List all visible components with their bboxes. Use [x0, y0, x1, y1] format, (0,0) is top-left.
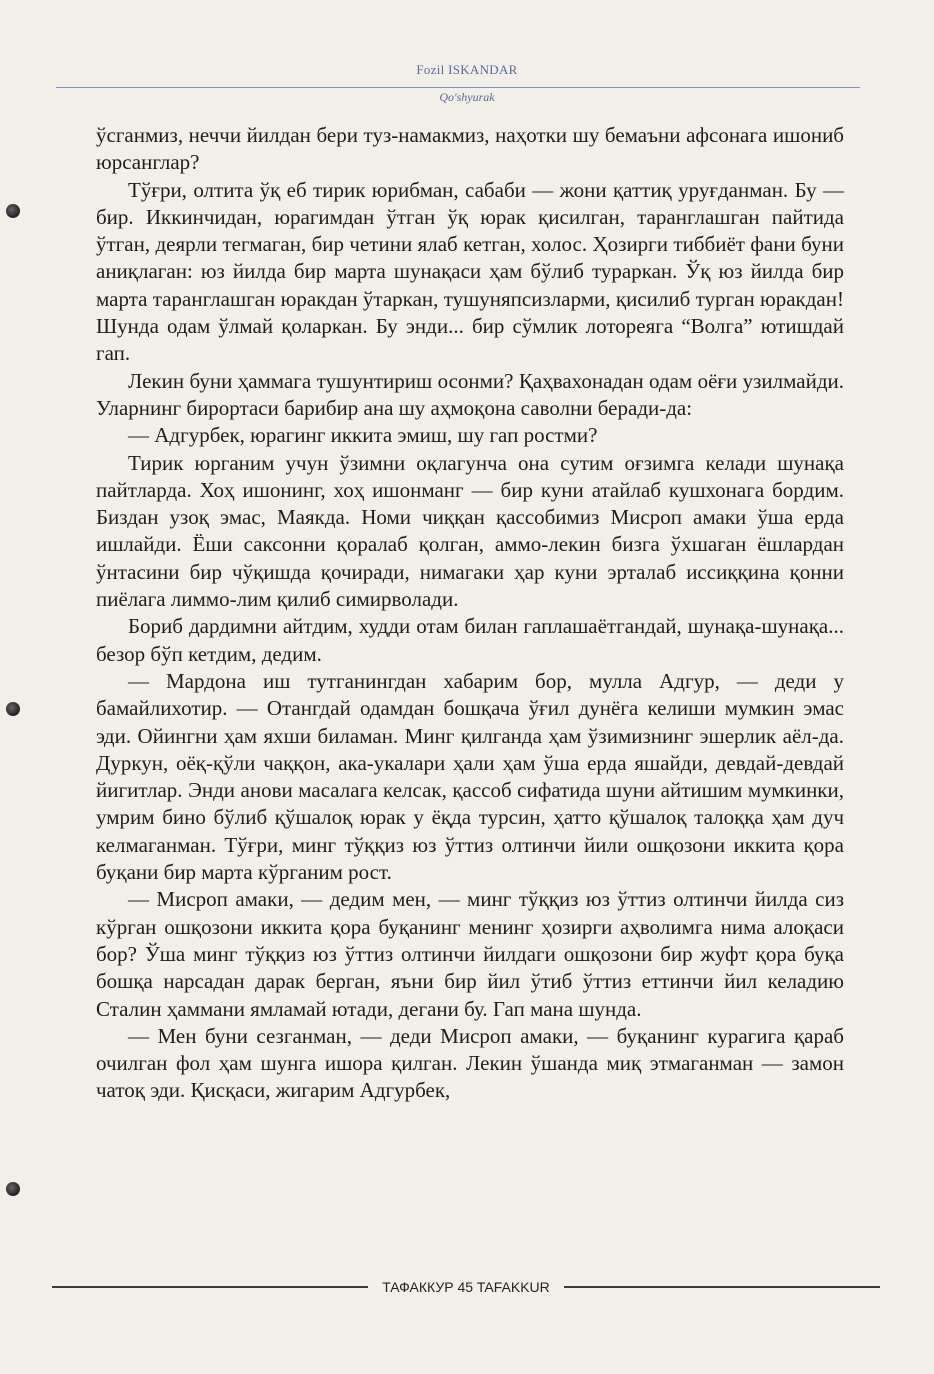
binding-hole-icon [6, 702, 20, 716]
footer-rule-left [52, 1286, 368, 1288]
paragraph: — Мисроп амаки, — дедим мен, — минг тўққиз юз ўттиз олтинчи йилда сиз кўрган ошқозони иккита қора буқанинг менинг ҳозирги аҳволимга нима алоқаси бор? Ўша минг тўққиз юз ўттиз олтинчи йилдаги ошқозони бир жуфт қора буқа бошқа нарсадан дарак берган, яъни бир йил ўтиб ўттиз еттинчи йил келадию Сталин ҳаммани ямламай ютади, дегани бу. Гап мана шунда. [96, 887, 844, 1021]
paragraph: Тирик юрганим учун ўзимни оқлагунча она сутим оғзимга келади шунақа пайтларда. Хоҳ ишонинг, хоҳ ишонманг — бир куни атайлаб кушхонага бордим. Биздан узоқ эмас, Маякда. Номи чиққан қассобимиз Мисроп амаки ўша ерда ишлайди. Ёши саксонни қоралаб қолган, аммо-лекин бизга ўхшаган ёшлардан ўнтасини бир чўқишда қочиради, нимагаки ҳар куни эрталаб иссиққина қонни пиёлага лиммо-лим қилиб симирволади. [96, 450, 844, 612]
body-text [96, 122, 844, 1105]
header-divider [56, 87, 860, 88]
running-header [0, 62, 934, 104]
paragraph: Лекин буни ҳаммага тушунтириш осонми? Қаҳвахонадан одам оёғи узилмайди. Уларнинг бирортаси барибир ана шу аҳмоқона саволни беради-да: [96, 368, 844, 420]
paragraph: Тўғри, олтита ўқ еб тирик юрибман, сабаби — жони қаттиқ уруғданман. Бу — бир. Иккинчидан, юрагимдан ўтган ўқ юрак қисилган, таранглашган пайтида ўтган, деярли тегмаган, бир четини ялаб кетган, холос. Ҳозирги тиббиёт фани буни аниқлаган: юз йилда бир марта шунақаси ҳам бўлиб тураркан. Ўқ юз йилда бир марта таранглашган юракдан ўтаркан, тушуняпсизларми, қисилиб турган юракдан! Шунда одам ўлмай қоларкан. Бу энди... бир сўмлик лотореяга “Волга” ютишдай гап. [96, 177, 844, 366]
binding-hole-icon [6, 204, 20, 218]
paragraph: — Мен буни сезганман, — деди Мисроп амаки, — буқанинг курагига қараб очилган фол ҳам шунга ишора қилган. Лекин ўшанда миқ этмаганман — замон чатоқ эди. Қисқаси, жигарим Адгурбек, [96, 1023, 844, 1103]
page-footer [52, 1277, 880, 1297]
paragraph: Бориб дардимни айтдим, худди отам билан гаплашаётгандай, шунақа-шунақа... безор бўп кетдим, дедим. [96, 614, 844, 666]
footer-text: ТАФАККУР 45 TAFAKKUR [382, 1279, 550, 1295]
paragraph: — Адгурбек, юрагинг иккита эмиш, шу гап ростми? [128, 423, 598, 448]
paragraph: — Мардона иш тутганингдан хабарим бор, мулла Адгур, — деди у бамайлихотир. — Отангдай одамдан бошқача ўғил дунёга келиши мумкин эмас эди. Ойингни ҳам яхши биламан. Минг қилганда ҳам ўзимизнинг эшерлик аёл-да. Дуркун, оёқ-қўли чаққон, ака-укалари ҳали ҳам ўша ерда яшайди, девдай-девдай йигитлар. Энди анови масалага келсак, қассоб сифатида шуни айтишим мумкинки, умрим бино бўлиб қўшалоқ юрак у ёқда турсин, ҳатто қўшалоқ талоққа ҳам дуч келмаганман. Тўғри, минг тўққиз юз ўттиз олтинчи йили ошқозони иккита қора буқани бир марта кўрганим рост. [96, 668, 844, 885]
binding-hole-icon [6, 1182, 20, 1196]
paragraph: ўсганмиз, неччи йилдан бери туз-намакмиз, наҳотки шу бемаъни афсонага ишониб юрсанглар? [96, 123, 844, 175]
header-author: Fozil ISKANDAR [416, 62, 518, 77]
footer-rule-right [564, 1286, 880, 1288]
header-title: Qo'shyurak [439, 90, 495, 104]
